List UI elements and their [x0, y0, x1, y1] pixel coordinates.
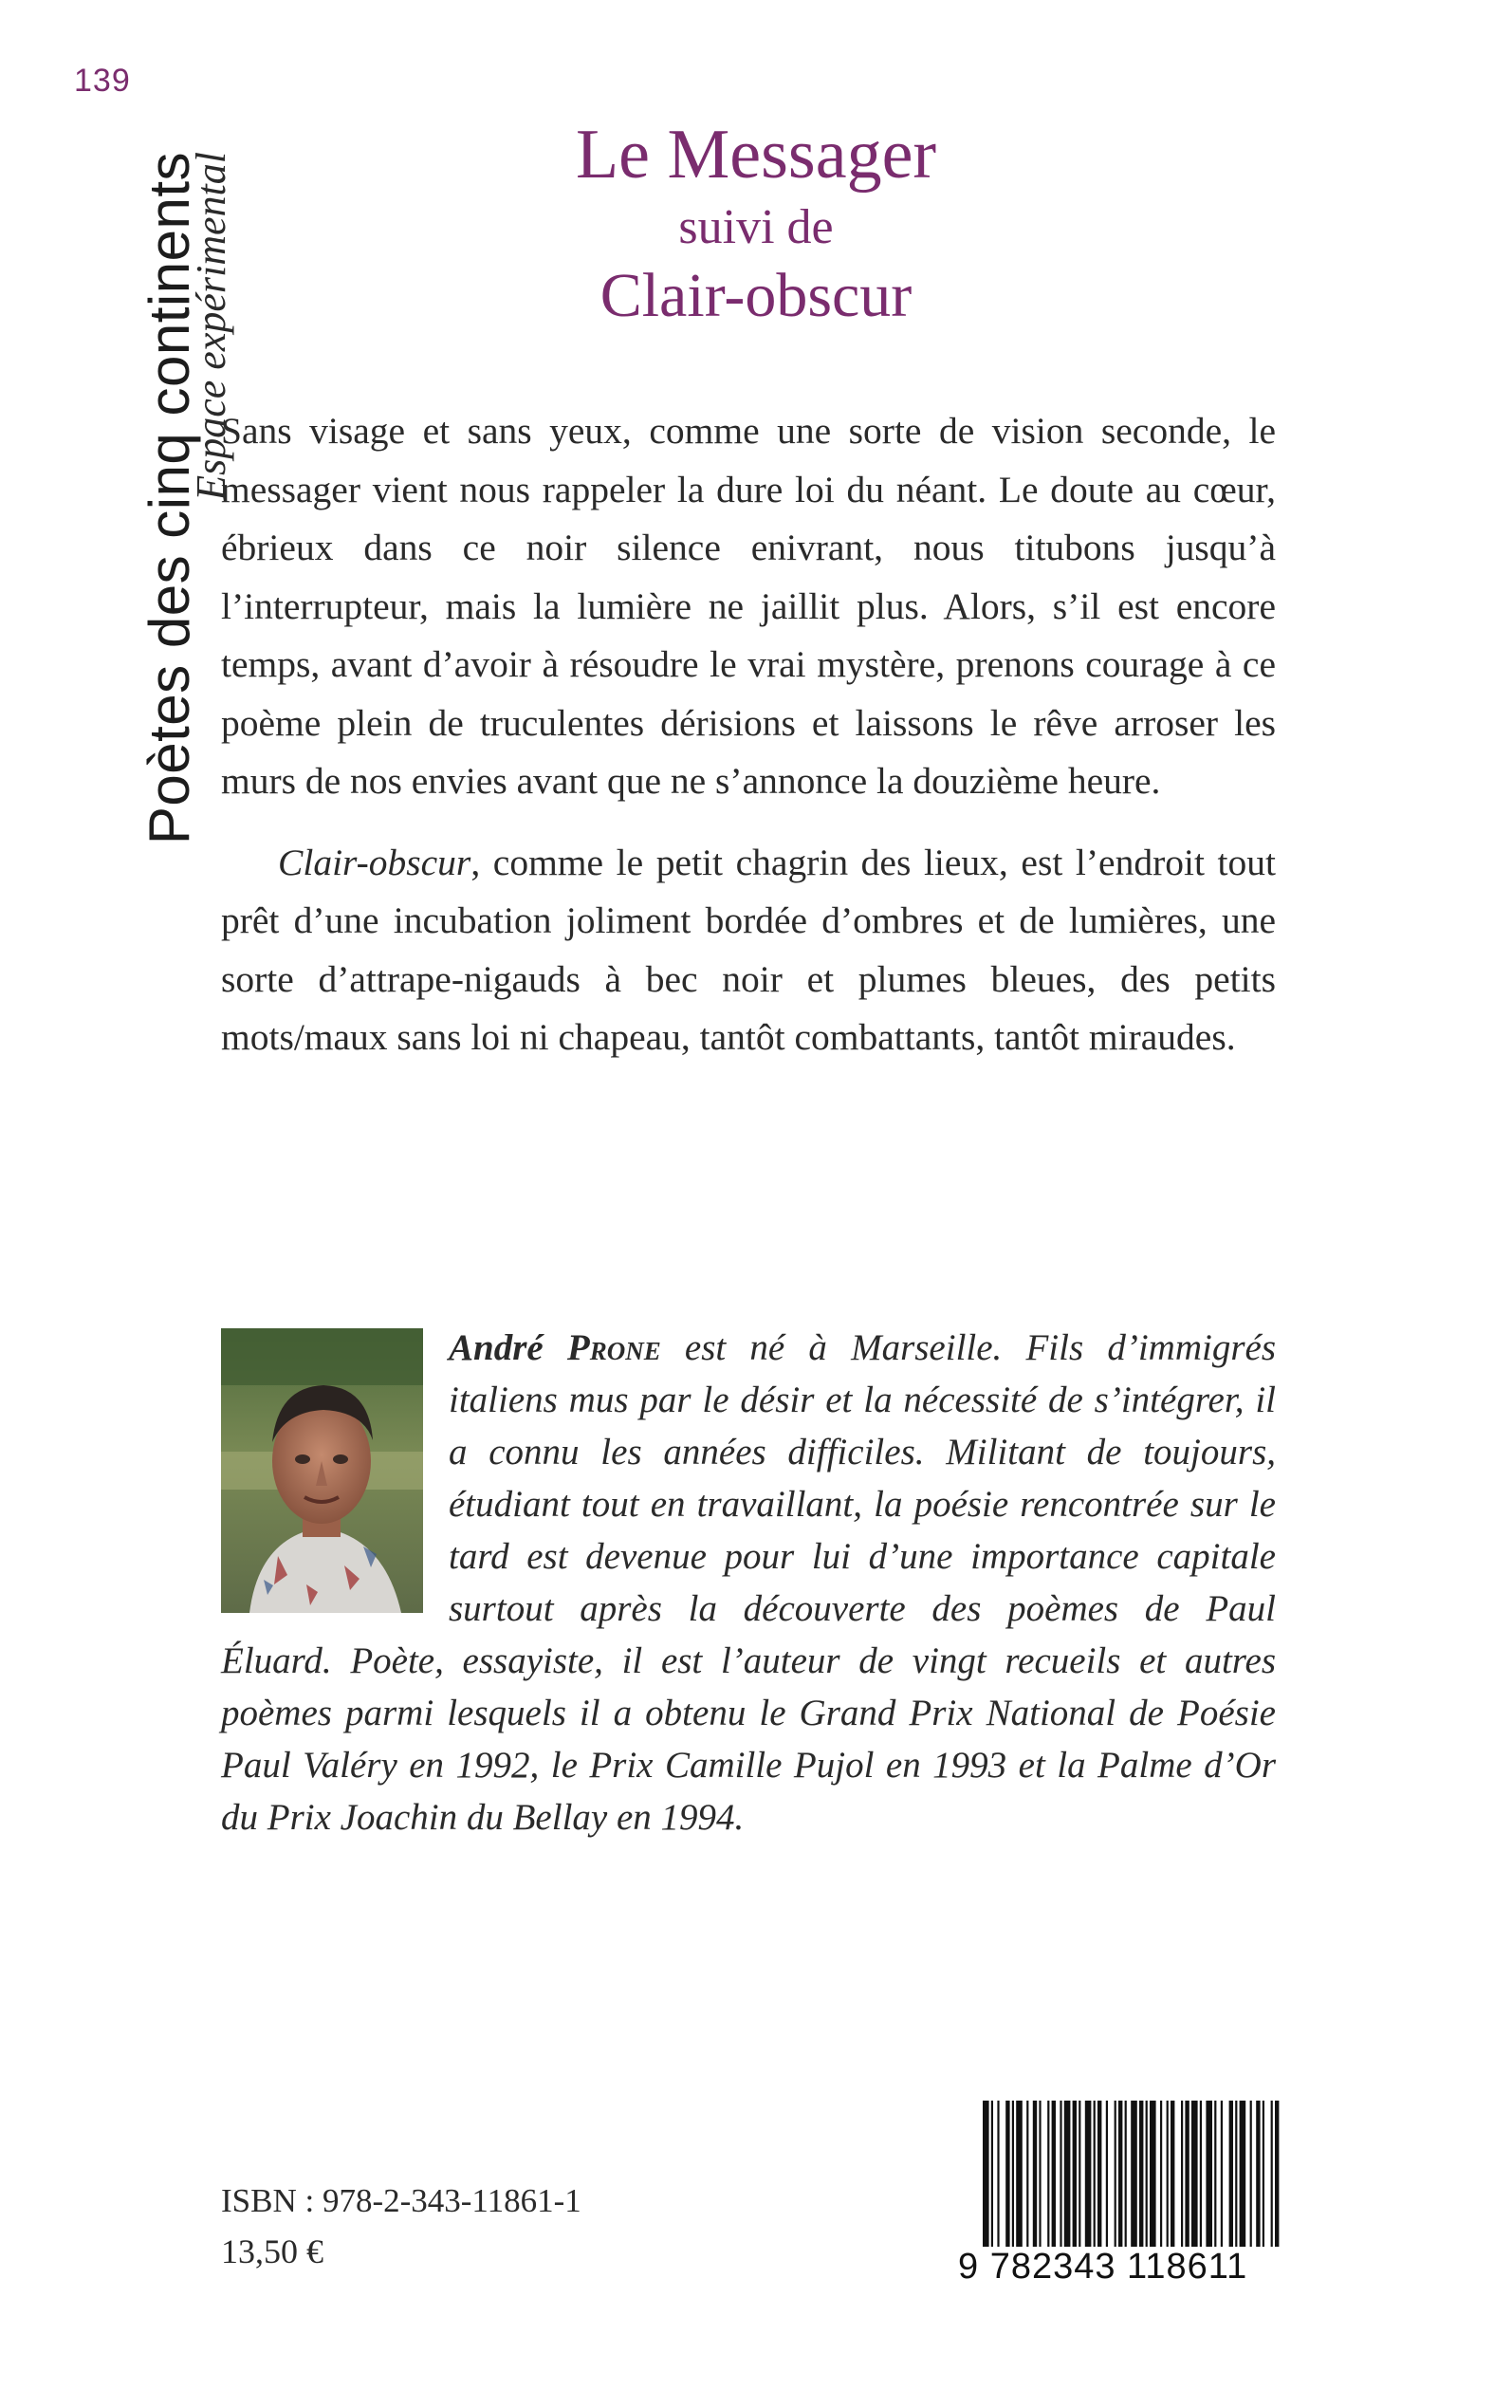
- barcode-bar: [1131, 2101, 1137, 2252]
- author-bio: [221, 1322, 1276, 1843]
- barcode-bar: [1125, 2101, 1127, 2252]
- barcode-bar: [1139, 2101, 1143, 2252]
- barcode-bar: [1005, 2101, 1009, 2252]
- barcode-bar: [1012, 2101, 1014, 2252]
- barcode-bar: [1271, 2101, 1273, 2252]
- barcode-bar: [1263, 2101, 1264, 2252]
- barcode-bars-icon: [979, 2101, 1282, 2252]
- book-title: Le Messager: [575, 116, 937, 194]
- barcode-bar: [1026, 2101, 1028, 2252]
- barcode-bar: [1146, 2101, 1148, 2252]
- barcode-bar: [1181, 2101, 1183, 2252]
- barcode-bar: [1221, 2101, 1223, 2252]
- barcode-bar: [1200, 2101, 1202, 2252]
- series-name: Poètes des cinq continents: [138, 152, 201, 845]
- title-connector: suivi de: [678, 200, 834, 254]
- barcode-bar: [1052, 2101, 1056, 2252]
- photo-wrap-spacer: [221, 1322, 449, 1635]
- book-second-title: Clair-obscur: [599, 261, 913, 330]
- barcode-bar: [1214, 2101, 1216, 2252]
- barcode-digits: 9 782343 118611: [958, 2247, 1290, 2288]
- barcode-bar: [1160, 2101, 1162, 2252]
- blurb-italic-title: Clair-obscur: [278, 841, 471, 883]
- barcode-bar: [1191, 2101, 1198, 2252]
- barcode-bar: [1250, 2101, 1252, 2252]
- barcode-bar: [1073, 2101, 1077, 2252]
- barcode-bar: [991, 2101, 993, 2252]
- blurb-paragraph-1: Sans visage et sans yeux, comme une sorte de vision seconde, le messager vient nous rappeler la dure loi du néant. Le doute au cœur, ébrieux dans ce noir silence enivrant, nous titubons jusqu’à l’interrupteur, mais la lumière ne jaillit plus. Alors, s’il est encore temps, avant d’avoir à résoudre le vrai mystère, prenons courage à ce poème plein de truculentes dérisions et laissons le rêve arroser les murs de nos envies avant que ne s’annonce la douzième heure.: [221, 410, 1276, 802]
- author-firstname: André: [449, 1327, 544, 1368]
- author-bio-text: est né à Marseille. Fils d’immigrés italiens mus par le désir et la nécessité de s’intégrer, il a connu les années difficiles. Militant de toujours, étudiant tout en travaillant, la poésie rencontrée sur le tard est devenue pour lui d’une importance capitale surtout après la découverte des poèmes de Paul Éluard. Poète, essayiste, il est l’auteur de vingt recueils et autres poèmes parmi lesquels il a obtenu le Grand Prix National de Poésie Paul Valéry en 1992, le Prix Camille Pujol en 1993 et la Palme d’Or du Prix Joachin du Bellay en 1994.: [221, 1327, 1276, 1838]
- barcode-bar: [1240, 2101, 1246, 2252]
- barcode-bar: [1064, 2101, 1071, 2252]
- series-subname: Espace expérimental: [188, 152, 234, 501]
- barcode-bar: [1235, 2101, 1237, 2252]
- barcode-bar: [983, 2101, 989, 2252]
- author-surname: Prone: [566, 1327, 661, 1368]
- barcode-bar: [1256, 2101, 1260, 2252]
- blurb-paragraph-2: [221, 834, 1276, 1067]
- barcode-bar: [1085, 2101, 1092, 2252]
- barcode-bar: [1171, 2101, 1174, 2252]
- barcode-bar: [1150, 2101, 1156, 2252]
- barcode-bar: [1229, 2101, 1233, 2252]
- barcode-bar: [1206, 2101, 1212, 2252]
- barcode-bar: [1016, 2101, 1023, 2252]
- barcode-bar: [1167, 2101, 1169, 2252]
- barcode-bar: [1033, 2101, 1037, 2252]
- barcode-bar: [1275, 2101, 1279, 2252]
- back-cover-blurb: [221, 402, 1276, 1067]
- barcode-bar: [1097, 2101, 1101, 2252]
- spine-series: [0, 0, 234, 949]
- title-block: [218, 112, 1294, 334]
- barcode-bar: [1047, 2101, 1049, 2252]
- isbn: ISBN : 978-2-343-11861-1: [221, 2182, 581, 2219]
- blurb-paragraph-2-text: , comme le petit chagrin des lieux, est l’endroit tout prêt d’une incubation joliment bordée d’ombres et de lumières, une sorte d’attrape-nigauds à bec noir et plumes bleues, des petits mots/maux sans loi ni chapeau, tantôt combattants, tantôt miraudes.: [221, 841, 1276, 1058]
- barcode-bar: [1060, 2101, 1061, 2252]
- barcode-bar: [1115, 2101, 1116, 2252]
- series-number: 139: [74, 63, 131, 99]
- barcode-bar: [1079, 2101, 1080, 2252]
- barcode-bar: [1039, 2101, 1041, 2252]
- barcode-bar: [1185, 2101, 1189, 2252]
- barcode-bar: [1118, 2101, 1122, 2252]
- barcode-bar: [1106, 2101, 1108, 2252]
- barcode-bar: [1094, 2101, 1096, 2252]
- price: 13,50 €: [221, 2232, 323, 2270]
- barcode-bar: [997, 2101, 999, 2252]
